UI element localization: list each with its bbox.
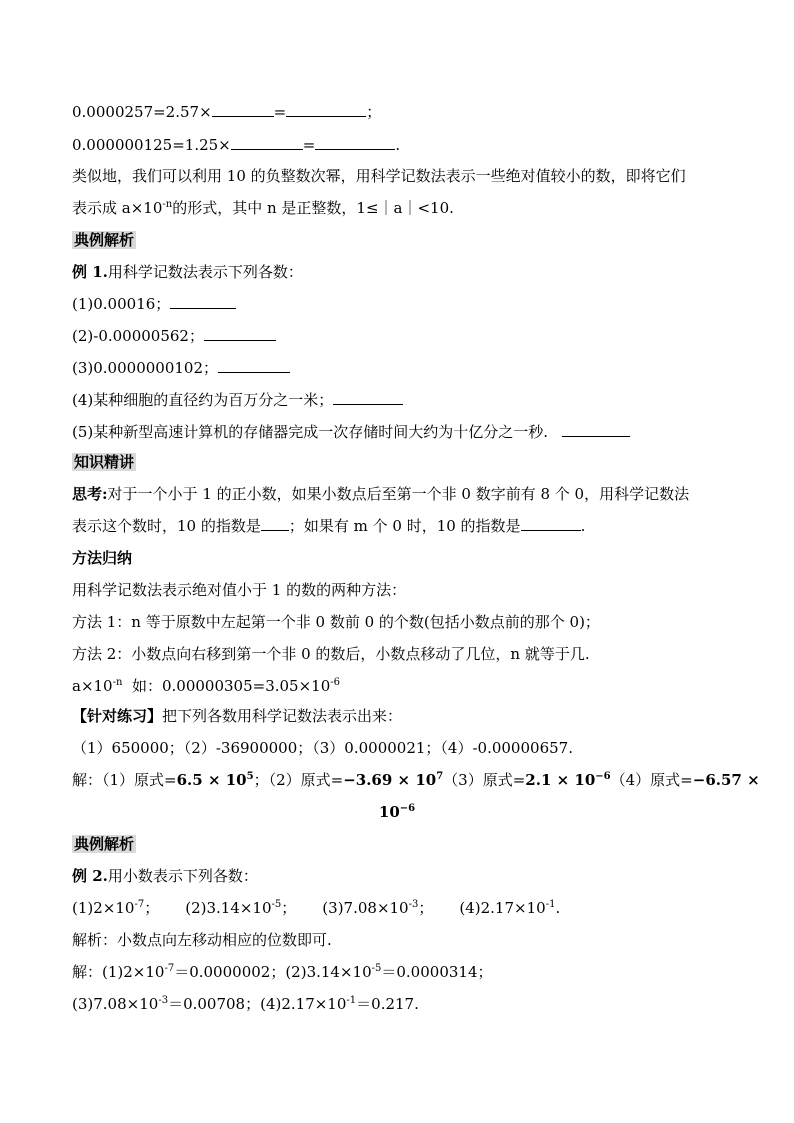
exponent: -7	[134, 899, 145, 910]
text: ＝0.0000002；(2)3.14×10	[174, 963, 372, 981]
think-line	[72, 484, 689, 504]
text: ；如果有 m 个 0 时，10 的指数是	[288, 517, 521, 535]
example-2-items	[72, 898, 560, 918]
answer-blank[interactable]	[218, 358, 290, 373]
math: −6.57 ×	[692, 771, 760, 789]
answer-blank[interactable]	[521, 516, 581, 531]
text: 解：（1）原式=	[72, 771, 177, 789]
text: 对于一个小于 1 的正小数，如果小数点后至第一个非 0 数字前有 8 个 0，用科学记数法	[107, 485, 690, 503]
section-heading	[72, 230, 136, 250]
analysis-line: 解析：小数点向左移动相应的位数即可.	[72, 931, 332, 949]
text: （4）原式=	[610, 771, 693, 789]
label: 例 2.	[72, 867, 108, 885]
text: ；	[366, 103, 382, 121]
paragraph-line	[72, 198, 454, 218]
label: 例 1.	[72, 263, 108, 281]
text: =	[302, 136, 316, 154]
label: 思考:	[72, 485, 108, 503]
text: 表示这个数时，10 的指数是	[72, 517, 261, 535]
example-1-item	[72, 422, 630, 442]
text: 如：0.00000305=3.05×10	[122, 677, 331, 695]
answer-blank[interactable]	[315, 135, 395, 150]
item-text: (5)某种新型高速计算机的存储器完成一次存储时间大约为十亿分之一秒.	[72, 423, 549, 441]
example-1-item	[72, 358, 290, 378]
exponent: -1	[545, 899, 556, 910]
answer-line	[72, 994, 419, 1014]
text: (3)7.08×10	[72, 995, 159, 1013]
text: a×10	[72, 677, 113, 695]
example-1-item	[72, 390, 403, 410]
heading-text: 知识精讲	[74, 453, 135, 471]
exponent: −6	[595, 771, 611, 782]
think-line	[72, 516, 585, 536]
text: (4)2.17×10	[459, 899, 546, 917]
heading-text: 典例解析	[74, 835, 135, 853]
text: .	[580, 517, 586, 535]
answer-blank[interactable]	[333, 390, 403, 405]
text: 用小数表示下列各数：	[107, 867, 258, 885]
item-text: (4)某种细胞的直径约为百万分之一米；	[72, 391, 334, 409]
exponent: -7	[164, 963, 175, 974]
section-heading	[72, 834, 136, 854]
text: 解：(1)2×10	[72, 963, 165, 981]
method-line: 用科学记数法表示绝对值小于 1 的数的两种方法：	[72, 581, 407, 599]
answer-blank[interactable]	[212, 102, 274, 117]
text: 0.0000257=2.57×	[72, 103, 212, 121]
exponent: -6	[330, 677, 341, 688]
answer-blank[interactable]	[562, 422, 630, 437]
text: ＝0.217.	[356, 995, 419, 1013]
text: ＝0.00708；(4)2.17×10	[168, 995, 347, 1013]
method-line: 方法 1：n 等于原数中左起第一个非 0 数前 0 的个数(包括小数点前的那个 0)；	[72, 613, 600, 631]
text: 的形式，其中 n 是正整数，1≤｜a｜<10.	[172, 199, 454, 217]
paragraph-line: 类似地，我们可以利用 10 的负整数次幂，用科学记数法表示一些绝对值较小的数，即将它们	[72, 167, 686, 185]
exponent: −6	[399, 803, 416, 814]
text: (3)7.08×10	[322, 899, 409, 917]
text: ＝0.0000314；	[381, 963, 493, 981]
label: 【针对练习】	[72, 707, 163, 725]
answer-line	[72, 962, 493, 982]
answer-blank[interactable]	[286, 102, 366, 117]
math: 10	[378, 803, 400, 821]
text: ；	[144, 899, 160, 917]
math: 2.1 × 10	[525, 771, 596, 789]
text: =	[273, 103, 287, 121]
text: .	[555, 899, 561, 917]
item-text: (3)0.0000000102；	[72, 359, 218, 377]
exponent: -3	[158, 995, 169, 1006]
text: .	[395, 136, 401, 154]
answer-blank[interactable]	[231, 135, 303, 150]
answer-blank[interactable]	[170, 294, 236, 309]
text: ；	[418, 899, 434, 917]
example-1-title	[72, 262, 303, 282]
answer-blank[interactable]	[204, 326, 276, 341]
exponent: -5	[371, 963, 382, 974]
method-line	[72, 676, 340, 696]
exponent: -5	[271, 899, 282, 910]
text: （3）原式=	[443, 771, 526, 789]
text: 把下列各数用科学记数法表示出来：	[162, 707, 403, 725]
line-0000257	[72, 102, 381, 122]
heading-text: 典例解析	[74, 231, 135, 249]
exponent: -n	[162, 199, 173, 210]
solution-continuation	[0, 802, 794, 822]
example-1-item	[72, 326, 276, 346]
item-text: (2)-0.00000562；	[72, 327, 204, 345]
text: ；（2）原式=	[253, 771, 344, 789]
method-line: 方法 2：小数点向右移到第一个非 0 的数后，小数点移动了几位，n 就等于几.	[72, 645, 590, 663]
exponent: -n	[112, 677, 123, 688]
text: (1)2×10	[72, 899, 135, 917]
exponent: -3	[408, 899, 419, 910]
method-title: 方法归纳	[72, 549, 133, 567]
example-1-item	[72, 294, 236, 314]
solution-line	[72, 770, 760, 790]
math: 6.5 × 10	[176, 771, 247, 789]
math: −3.69 × 10	[343, 771, 437, 789]
exponent: -1	[346, 995, 357, 1006]
answer-blank[interactable]	[261, 516, 289, 531]
item-text: (1)0.00016；	[72, 295, 171, 313]
section-heading	[72, 452, 136, 472]
exponent: 7	[436, 771, 444, 782]
text: (2)3.14×10	[185, 899, 272, 917]
practice-title	[72, 706, 402, 726]
example-2-title	[72, 866, 258, 886]
text: 用科学记数法表示下列各数：	[107, 263, 303, 281]
text: ；	[281, 899, 297, 917]
exponent: 5	[246, 771, 254, 782]
text: 表示成 a×10	[72, 199, 163, 217]
line-000000125	[72, 135, 400, 155]
text: 0.000000125=1.25×	[72, 136, 231, 154]
practice-items: （1）650000；（2）-36900000；（3）0.0000021；（4）-0.00000657.	[72, 739, 573, 757]
